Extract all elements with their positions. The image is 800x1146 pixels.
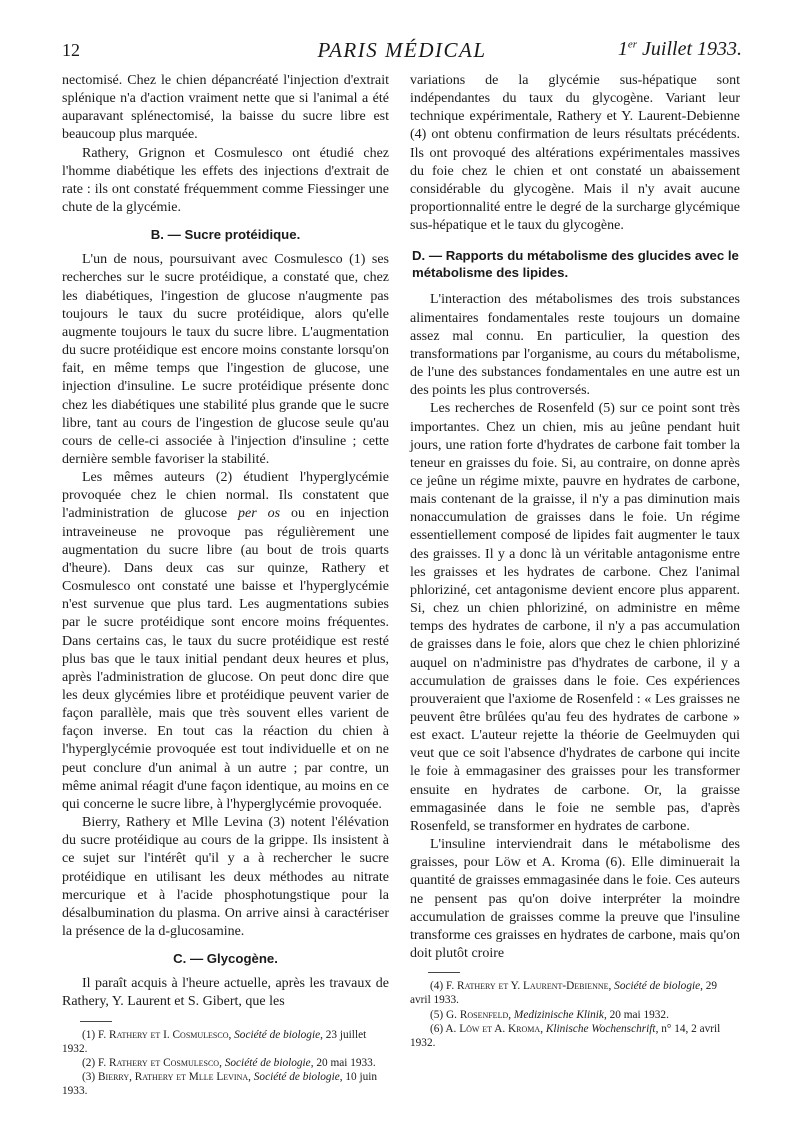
section-heading-d: D. — Rapports du métabolisme des glucides avec le métabolisme des lipides. <box>412 248 739 281</box>
footnote <box>410 1022 740 1050</box>
paragraph: variations de la glycémie sus-hépatique sont indépendantes du taux du glycogène. Variant leur technique expérimentale, Rathery et Y. Laurent-Debienne (4) ont obtenu confirmation de leurs résultats précédents. Ils ont provoqué des altérations expérimentales massives du foie chez le chien et ont constaté un abaissement considérable du glycogène. Mais il n'y avait aucune proportionnalité entre le degré de la surcharge glycémique sus-hépatique et le taux du glycogène. <box>410 73 740 234</box>
footnote-date: , 29 avril 1933. <box>410 980 718 1007</box>
page-header <box>62 38 742 68</box>
footnote-num: (6) A. <box>430 1022 460 1035</box>
paragraph: Il paraît acquis à l'heure actuelle, après les travaux de Rathery, Y. Laurent et S. Gibert, que les <box>62 976 389 1010</box>
footnote-num: (5) G. <box>430 1008 460 1021</box>
footnote-sep: , <box>219 1056 225 1069</box>
footnote-sep: , <box>508 1008 514 1021</box>
footnote-authors: Bierry, Rathery et Mlle Levina <box>98 1071 249 1084</box>
footnote-journal: Klinische Wochenschrift <box>545 1022 656 1035</box>
footnote <box>62 1056 389 1070</box>
footnote-num: (1) F. <box>82 1028 110 1041</box>
section-heading-b: B. — Sucre protéidique. <box>150 227 301 243</box>
footnote-journal: Société de biologie <box>253 1071 340 1084</box>
footnote-journal: Société de biologie <box>224 1056 311 1069</box>
footnote <box>62 1028 389 1056</box>
footnote-divider <box>80 1021 112 1022</box>
footnote-authors: Löw et A. Kroma <box>459 1022 541 1035</box>
footnote-journal: Société de biologie <box>614 980 701 993</box>
journal-title: PARIS MÉDICAL <box>317 38 487 62</box>
section-heading-c: C. — Glycogène. <box>173 951 278 967</box>
footnote-date: , 20 mai 1932. <box>603 1008 669 1021</box>
footnote <box>410 1008 740 1022</box>
footnote-sep: , <box>248 1071 254 1084</box>
footnote-date: , 23 juillet 1932. <box>62 1028 367 1055</box>
footnote-authors: Rosenfeld <box>459 1008 509 1021</box>
left-column <box>62 72 389 1099</box>
footnote-num: (3) <box>82 1071 98 1084</box>
footnote-sep: , <box>540 1022 546 1035</box>
right-column <box>410 72 740 1050</box>
footnote <box>62 1070 389 1098</box>
page-number: 12 <box>62 40 80 60</box>
footnote-date: , 10 juin 1933. <box>62 1071 378 1098</box>
paragraph <box>62 469 389 814</box>
paragraph: L'un de nous, poursuivant avec Cosmulesco (1) ses recherches sur le sucre protéidique, a constaté que, chez les diabétiques, l'ingestion de glucose n'augmente pas toujours le taux du sucre protéidique, alors qu'elle augmente toujours le taux du sucre libre. L'augmentation du sucre protéidique est encore moins constante lorsqu'on fait, en même temps que l'ingestion de glucose, une injection d'insuline. Le sucre protéidique présente donc chez les diabétiques une stabilité plus grande que le sucre libre, tant au cours de l'ingestion de glucose seule qu'au cours de celle-ci associée à l'injection d'insuline ; cette dernière semble favoriser la stabilité. <box>62 252 389 467</box>
paragraph: nectomisé. Chez le chien dépancréaté l'injection d'extrait splénique n'a d'action vraiment nette que si l'animal a été auparavant splénectomisé, la baisse du sucre libre est beaucoup plus marquée. <box>62 73 389 143</box>
footnote-authors: Rathery et Cosmulesco <box>109 1056 220 1069</box>
footnote-date: , n° 14, 2 avril 1932. <box>410 1022 721 1049</box>
footnote-divider <box>428 972 460 973</box>
issue-date-rest: Juillet 1933. <box>637 38 742 60</box>
issue-date <box>618 38 742 61</box>
footnote-journal: Medizinische Klinik <box>513 1008 604 1021</box>
footnote-num: (2) F. <box>82 1056 110 1069</box>
issue-date-sup: er <box>627 38 638 51</box>
paragraph: Rathery, Grignon et Cosmulesco ont étudié chez l'homme diabétique les effets des injections d'extrait de rate : ils ont constaté fréquemment comme Fiessinger une chute de la glycémie. <box>62 145 389 216</box>
footnote-sep: , <box>228 1028 235 1041</box>
paragraph: L'insuline interviendrait dans le métabolisme des graisses, pour Löw et A. Kroma (6). Elle diminuerait la quantité de graisses emmagasinée dans le foie. Ces auteurs ne pensent pas qu'on doive interpréter la moindre accumulation de graisses comme la preuve que l'insuline transforme ces graisses en hydrates de carbone, mais qu'on doit plutôt croire <box>410 837 740 962</box>
footnote-sep: , <box>608 980 615 993</box>
paragraph-text: ou en injection intraveineuse ne provoque pas régulièrement une augmentation du sucre libre (au bout de trois quarts d'heure). Dans deux cas sur quinze, Rathery et Cosmulesco ont constaté une baisse et l'hyperglycémie n'est survenue que plus tard. Les augmentations subies par le sucre protéidique sont encore moins fréquentes. Dans certains cas, le taux du sucre protéidique est resté plus bas que le taux initial pendant deux heures et plus, après l'administration de glucose. On peut donc dire que les deux glycémies libre et protéidique peuvent varier de façon parallèle, mais que très souvent elles varient de façon inverse. En tout cas la réaction du chien à l'hyperglycémie provoquée est tout individuelle et on ne peut conclure d'un animal à un autre ; par contre, un même animal réagit d'une façon identique, au moins en ce qui concerne le sucre libre, à l'hyperglycémie provoquée. <box>62 506 389 812</box>
italic-term: per os <box>238 506 281 522</box>
footnote-journal: Société de biologie <box>234 1028 321 1041</box>
issue-date-day: 1 <box>617 38 628 60</box>
paragraph-text: Les mêmes auteurs (2) étudient l'hyperglycémie provoquée chez le chien normal. Ils constatent que l'administration de glucose <box>62 470 389 522</box>
paragraph: Les recherches de Rosenfeld (5) sur ce point sont très importantes. Chez un chien, mis au jeûne pendant huit jours, une ration forte d'hydrates de carbone fait tomber la teneur en graisses du foie. Si, au contraire, on donne après ce jeûne un régime mixte, pauvre en hydrates de carbone, mais contenant de la graisse, il n'y a pas diminution mais nonaccumulation de graisses dans le foie. Un régime essentiellement composé de lipides fait augmenter le taux des graisses. Il y a donc là un véritable antagonisme entre les graisses et les hydrates de carbone. Chez l'animal phloriziné, cet antagonisme devient encore plus apparent. Si, chez un chien phloriziné, on administre en même temps des hydrates de carbone, il n'y a pas accumulation de graisses dans le foie, alors que chez le chien phloriziné auquel on n'administre pas d'hydrates de carbone, il y a accumulation de graisses dans le foie. Ces expériences prouveraient que l'axiome de Rosenfeld : « Les graisses ne peuvent être brûlées qu'au feu des hydrates de carbone » est exact. L'auteur rejette la théorie de Geelmuyden qui veut que ce soit l'absence d'hydrates de carbone qui incite le foie à emmagasiner des graisses pour les transformer ensuite en hydrates de carbone. Or, la graisse emmagasinée dans le foie ne semble pas, d'après Rosenfeld, se transformer en hydrates de carbone. <box>410 401 740 834</box>
footnote-date: , 20 mai 1933. <box>310 1056 376 1069</box>
footnote-authors: Rathery et I. Cosmulesco <box>109 1028 229 1041</box>
paragraph: L'interaction des métabolismes des trois substances alimentaires fondamentales reste toujours un domaine assez mal connu. En particulier, la question des transformations par l'organisme, au cours du métabolisme, de l'une des substances fondamentales en une autre est un des points les plus controversés. <box>410 292 740 399</box>
footnote-num: (4) F. <box>430 980 458 993</box>
paragraph: Bierry, Rathery et Mlle Levina (3) notent l'élévation du sucre protéidique au cours de la grippe. Ils insistent à ce sujet sur l'intérêt qu'il y a à rechercher le sucre protéidique en utilisant les deux méthodes au nitrate mercurique et à l'acide phosphotungstique pour la désalbumination du plasma. On arrive ainsi à caractériser la présence de la d-glucosamine. <box>62 815 389 940</box>
footnote <box>410 979 740 1007</box>
footnote-authors: Rathery et Y. Laurent-Debienne <box>457 980 609 993</box>
